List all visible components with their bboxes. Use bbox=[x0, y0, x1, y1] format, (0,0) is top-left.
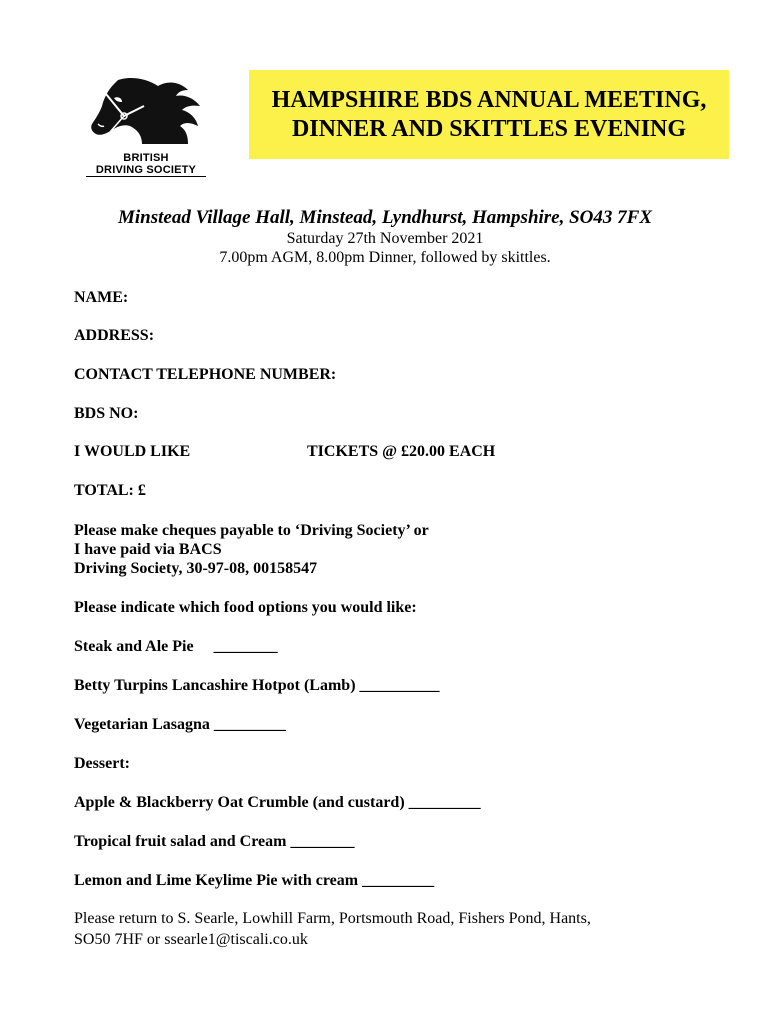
dessert-label: Dessert: bbox=[74, 755, 130, 772]
food-option-hotpot: Betty Turpins Lancashire Hotpot (Lamb) __________ bbox=[74, 677, 440, 694]
address-label: ADDRESS: bbox=[74, 327, 155, 344]
logo-text-driving-society: DRIVING SOCIETY bbox=[95, 164, 197, 176]
payment-line-1: Please make cheques payable to ‘Driving Society’ or bbox=[74, 522, 429, 539]
total-label: TOTAL: £ bbox=[74, 482, 146, 499]
tickets-label: I WOULD LIKE bbox=[74, 443, 191, 460]
bds-number-label: BDS NO: bbox=[74, 405, 139, 422]
dessert-option-fruit-salad: Tropical fruit salad and Cream ________ bbox=[74, 833, 355, 850]
return-address-line-1: Please return to S. Searle, Lowhill Farm, Portsmouth Road, Fishers Pond, Hants, bbox=[74, 910, 591, 927]
ticket-price-label: TICKETS @ £20.00 EACH bbox=[307, 443, 496, 460]
event-times: 7.00pm AGM, 8.00pm Dinner, followed by skittles. bbox=[219, 249, 551, 266]
food-option-lasagna: Vegetarian Lasagna _________ bbox=[74, 716, 286, 733]
payment-line-3: Driving Society, 30-97-08, 00158547 bbox=[74, 560, 318, 577]
logo-text-british: BRITISH bbox=[123, 152, 169, 164]
bds-logo bbox=[84, 76, 208, 178]
payment-line-2: I have paid via BACS bbox=[74, 541, 222, 558]
food-intro: Please indicate which food options you would like: bbox=[74, 599, 417, 616]
horse-head-icon bbox=[84, 76, 208, 152]
food-option-steak-pie: Steak and Ale Pie ________ bbox=[74, 638, 278, 655]
title-banner bbox=[249, 70, 729, 159]
phone-label: CONTACT TELEPHONE NUMBER: bbox=[74, 366, 337, 383]
dessert-option-keylime-pie: Lemon and Lime Keylime Pie with cream _________ bbox=[74, 872, 435, 889]
title-line-2: DINNER AND SKITTLES EVENING bbox=[291, 115, 687, 142]
event-date: Saturday 27th November 2021 bbox=[286, 230, 484, 247]
name-label: NAME: bbox=[74, 289, 129, 306]
title-line-1: HAMPSHIRE BDS ANNUAL MEETING, bbox=[271, 86, 707, 113]
event-venue: Minstead Village Hall, Minstead, Lyndhurst, Hampshire, SO43 7FX bbox=[117, 207, 653, 228]
dessert-option-crumble: Apple & Blackberry Oat Crumble (and custard) _________ bbox=[74, 794, 481, 811]
logo-underline bbox=[86, 176, 206, 177]
return-address-line-2: SO50 7HF or ssearle1@tiscali.co.uk bbox=[74, 931, 308, 948]
